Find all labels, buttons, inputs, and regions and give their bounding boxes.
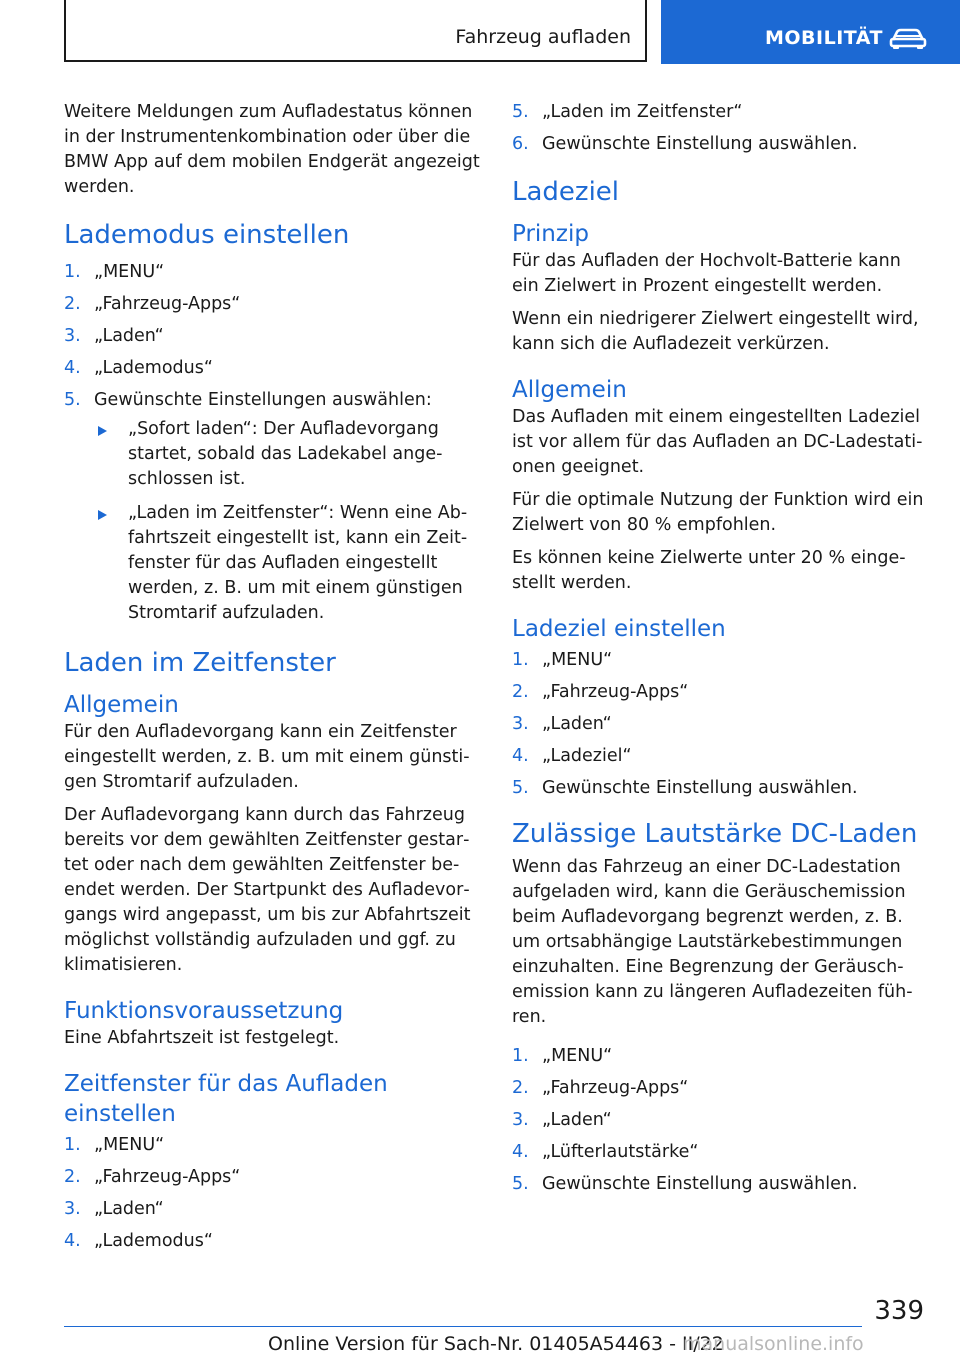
footer-divider [64,1326,862,1327]
ladeziel-steps [512,648,928,801]
section-title: Fahrzeug aufladen [455,26,631,48]
paragraph: Wenn das Fahrzeug an einer DC-Ladestation aufgeladen wird, kann die Geräuschemission beim Aufladevorgang begrenzt werden, z. B. um ortsabhängige Lautstärkebestimmungen einzuhalten. Eine Begrenzung der Geräuschemission kann zu längeren Aufladezeiten führen. [512,857,913,1027]
paragraph: Das Aufladen mit einem eingestellten Ladeziel ist vor allem für das Aufladen an DC-Ladestationen geeignet. [512,407,923,477]
heading-zeitfenster: Laden im Zeitfenster [64,648,336,678]
list-item: 2. „Fahrzeug-Apps“ [512,682,689,702]
list-item: 5. Gewünschte Einstellung auswählen. [512,1174,858,1194]
paragraph: Eine Abfahrtszeit ist festgelegt. [64,1028,340,1048]
bullet-item: „Sofort laden“: Der Aufladevorgang startet, sobald das Ladekabel angeschlossen ist. [94,417,480,492]
paragraph: Es können keine Zielwerte unter 20 % eingestellt werden. [512,548,906,593]
paragraph: Für die optimale Nutzung der Funktion wird ein Zielwert von 80 % empfohlen. [512,490,924,535]
list-item: 4. „Lademodus“ [64,358,213,378]
list-item: 1. „MENU“ [64,262,165,282]
paragraph: Für das Aufladen der Hochvolt-Batterie kann ein Zielwert in Prozent eingestellt werden. [512,251,901,296]
heading-lautstaerke: Zulässige Lautstärke DC-Laden [512,819,918,849]
list-item: 5. Gewünschte Einstellung auswählen. [512,778,858,798]
zeitfenster-steps-continued [512,100,928,157]
lademodus-steps [64,260,480,626]
page-number: 339 [874,1296,924,1326]
subheading-funktionsvoraussetzung: Funktionsvoraussetzung [64,998,344,1024]
left-column [64,100,480,1261]
lautstaerke-steps [512,1044,928,1197]
list-item: 4. „Lüfterlautstärke“ [512,1142,699,1162]
list-item: 2. „Fahrzeug-Apps“ [64,294,241,314]
list-item: 5. „Laden im Zeitfenster“ [512,102,743,122]
subheading-prinzip: Prinzip [512,221,589,247]
subheading-allgemein: Allgemein [512,377,627,403]
subheading-allgemein: Allgemein [64,692,179,718]
list-item: 2. „Fahrzeug-Apps“ [64,1167,241,1187]
list-item: 2. „Fahrzeug-Apps“ [512,1078,689,1098]
section-title-box [64,0,647,62]
triangle-bullet-icon [98,510,107,520]
lademodus-options [94,417,480,626]
list-item: 1. „MENU“ [512,650,613,670]
list-item: 1. „MENU“ [512,1046,613,1066]
zeitfenster-steps [64,1133,480,1254]
list-item: 3. „Laden“ [512,1110,612,1130]
paragraph: Für den Aufladevorgang kann ein Zeitfenster eingestellt werden, z. B. um mit einem günstigen Stromtarif aufzuladen. [64,722,470,792]
subheading-zeitfenster-einstellen: Zeitfenster für das Aufladen einstellen [64,1071,388,1127]
list-item: 6. Gewünschte Einstellung auswählen. [512,134,858,154]
page-header [0,0,960,64]
list-item: 3. „Laden“ [64,1199,164,1219]
list-item: 3. „Laden“ [512,714,612,734]
paragraph: Wenn ein niedrigerer Zielwert eingestellt wird, kann sich die Aufladezeit verkürzen. [512,309,919,354]
footer-text: Online Version für Sach-Nr. 01405A54463 - II/22 [268,1333,724,1355]
chapter-tab [661,0,960,64]
list-item: 4. „Ladeziel“ [512,746,632,766]
watermark: manualsonline.info [683,1333,864,1355]
list-item: 4. „Lademodus“ [64,1231,213,1251]
heading-ladeziel: Ladeziel [512,177,620,207]
list-item: 5. Gewünschte Einstellungen auswählen: „Sofort laden“: Der Aufladevorgang startet, sobald das Ladekabel angeschlossen ist. „Laden im Zeitfenster“: Wenn eine Abfahrtszeit eingestellt ist, kann ein Zeitfenster für das Aufladen eingestellt werden, z. B. um mit einem günstigen Stromtarif aufzuladen. [64,388,480,626]
intro-paragraph: Weitere Meldungen zum Aufladestatus können in der Instrumentenkombination oder über die BMW App auf dem mobilen Endgerät angezeigt werden. [64,102,480,197]
triangle-bullet-icon [98,426,107,436]
heading-lademodus: Lademodus einstellen [64,220,350,250]
chapter-label: MOBILITÄT [765,27,883,49]
paragraph: Der Aufladevorgang kann durch das Fahrzeug bereits vor dem gewählten Zeitfenster gestartet oder nach dem gewählten Zeitfenster beendet werden. Der Startpunkt des Aufladevorgangs wird angepasst, um bis zur Abfahrtszeit möglichst vollständig aufzuladen und ggf. zu klimatisieren. [64,805,471,975]
list-item: 3. „Laden“ [64,326,164,346]
subheading-ladeziel-einstellen: Ladeziel einstellen [512,616,726,642]
right-column [512,100,928,1204]
bullet-item: „Laden im Zeitfenster“: Wenn eine Abfahrtszeit eingestellt ist, kann ein Zeitfenster für das Aufladen eingestellt werden, z. B. um mit einem günstigen Stromtarif aufzuladen. [94,501,480,626]
car-icon [889,26,927,50]
list-item: 1. „MENU“ [64,1135,165,1155]
